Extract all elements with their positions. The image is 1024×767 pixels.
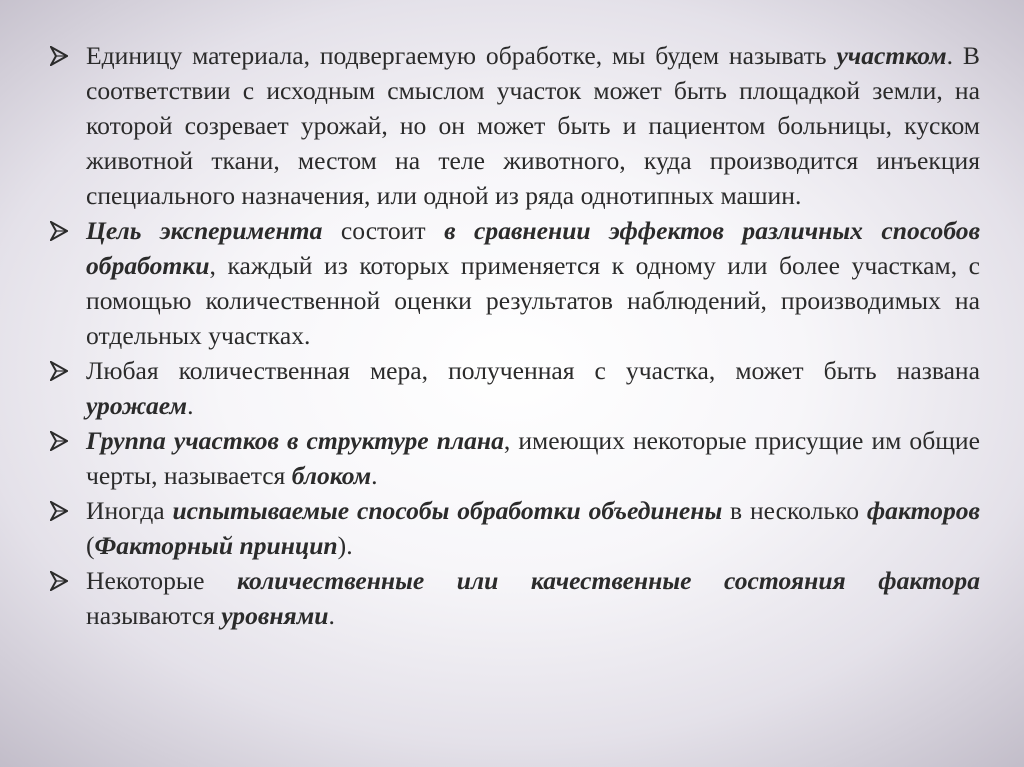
bullet-text: , имеющих некоторые присущие им общие черты, называется	[86, 426, 980, 490]
arrowhead-bullet-icon	[50, 563, 72, 598]
emphasized-term: Факторный принцип	[94, 531, 338, 560]
arrowhead-bullet-icon	[50, 213, 72, 248]
arrowhead-bullet-icon	[50, 38, 72, 73]
bullet-text: называются	[86, 601, 222, 630]
bullet-text: .	[328, 601, 335, 630]
bullet-item	[48, 563, 980, 633]
bullet-text: Единицу материала, подвергаемую обработке, мы будем называть	[86, 41, 837, 70]
emphasized-term: в сравнении эффектов различных способов обработки	[86, 216, 980, 280]
bullet-text: Любая количественная мера, полученная с участка, может быть названа	[86, 356, 980, 385]
bullet-item	[48, 353, 980, 423]
bullet-text: . В соответствии с исходным смыслом участок может быть площадкой земли, на которой созревает урожай, но он может быть и пациентом больницы, куском животной ткани, местом на теле животного, куда производится инъекция специального назначения, или одной из ряда однотипных машин.	[86, 41, 980, 210]
emphasized-term: Цель эксперимента	[86, 216, 323, 245]
bullet-text: ).	[337, 531, 353, 560]
emphasized-term: блоком	[291, 461, 372, 490]
emphasized-term: участком	[836, 41, 947, 70]
bullet-item	[48, 493, 980, 563]
arrowhead-bullet-icon	[50, 423, 72, 458]
arrowhead-bullet-icon	[50, 353, 72, 388]
bullet-text: состоит	[322, 216, 445, 245]
emphasized-term: испытываемые способы обработки объединены	[172, 496, 723, 525]
emphasized-term: факторов	[866, 496, 980, 525]
emphasized-term: уровнями	[221, 601, 329, 630]
bullet-text: (	[86, 531, 95, 560]
bullet-text: Иногда	[86, 496, 173, 525]
bullet-item	[48, 38, 980, 213]
arrowhead-bullet-icon	[50, 493, 72, 528]
bullet-item	[48, 423, 980, 493]
bullet-text: в несколько	[722, 496, 867, 525]
bullet-list	[48, 38, 980, 633]
bullet-item	[48, 213, 980, 353]
emphasized-term: количественные или качественные состояния фактора	[236, 566, 980, 595]
emphasized-term: урожаем	[86, 391, 188, 420]
bullet-text: .	[371, 461, 378, 490]
bullet-text: , каждый из которых применяется к одному или более участкам, с помощью количественной оценки результатов наблюдений, производимых на отдельных участках.	[86, 251, 980, 350]
emphasized-term: Группа участков в структуре плана	[86, 426, 504, 455]
bullet-text: Некоторые	[86, 566, 237, 595]
bullet-text: .	[187, 391, 194, 420]
